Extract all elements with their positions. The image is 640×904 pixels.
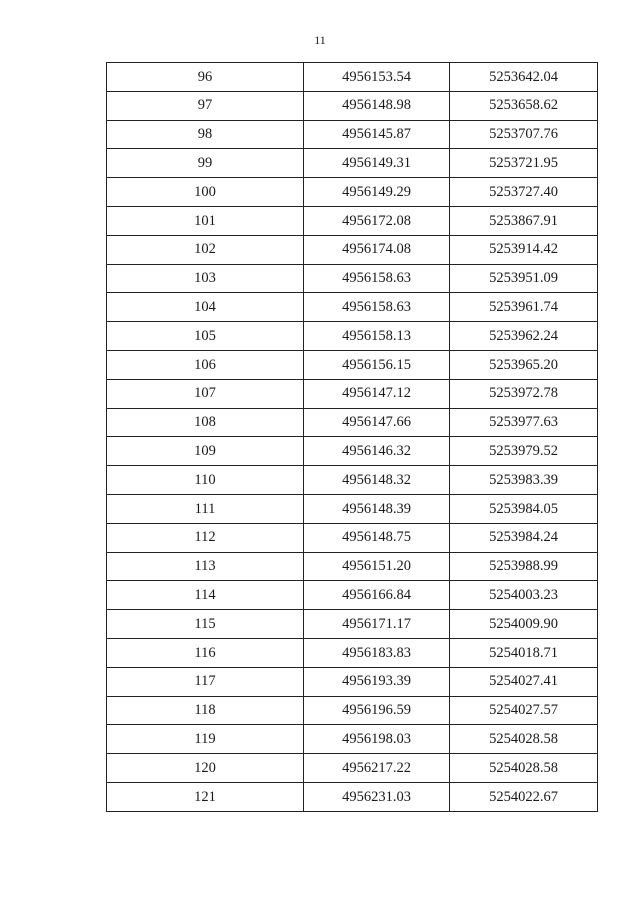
x-coordinate-cell: 4956148.75 [304, 523, 450, 552]
point-number-cell: 110 [107, 466, 304, 495]
x-coordinate-cell: 4956149.31 [304, 149, 450, 178]
table-row [107, 552, 598, 581]
point-number-cell: 102 [107, 235, 304, 264]
page-number: 11 [314, 33, 326, 47]
x-coordinate-cell: 4956149.29 [304, 178, 450, 207]
x-coordinate-cell: 4956171.17 [304, 610, 450, 639]
y-coordinate-cell: 5253658.62 [450, 91, 598, 120]
point-number-cell: 117 [107, 667, 304, 696]
y-coordinate-cell: 5253965.20 [450, 350, 598, 379]
point-number-cell: 115 [107, 610, 304, 639]
table-row [107, 63, 598, 92]
x-coordinate-cell: 4956158.63 [304, 264, 450, 293]
x-coordinate-cell: 4956147.66 [304, 408, 450, 437]
y-coordinate-cell: 5253962.24 [450, 322, 598, 351]
table-row [107, 408, 598, 437]
y-coordinate-cell: 5253867.91 [450, 206, 598, 235]
table-row [107, 638, 598, 667]
point-number-cell: 103 [107, 264, 304, 293]
y-coordinate-cell: 5253984.05 [450, 494, 598, 523]
y-coordinate-cell: 5254027.41 [450, 667, 598, 696]
x-coordinate-cell: 4956146.32 [304, 437, 450, 466]
y-coordinate-cell: 5254009.90 [450, 610, 598, 639]
table-row [107, 206, 598, 235]
y-coordinate-cell: 5254018.71 [450, 638, 598, 667]
y-coordinate-cell: 5254027.57 [450, 696, 598, 725]
y-coordinate-cell: 5253988.99 [450, 552, 598, 581]
y-coordinate-cell: 5254028.58 [450, 754, 598, 783]
table-row [107, 149, 598, 178]
y-coordinate-cell: 5253979.52 [450, 437, 598, 466]
point-number-cell: 112 [107, 523, 304, 552]
coordinates-table-body [107, 63, 598, 812]
point-number-cell: 119 [107, 725, 304, 754]
y-coordinate-cell: 5253972.78 [450, 379, 598, 408]
table-row [107, 293, 598, 322]
table-row [107, 754, 598, 783]
table-row [107, 91, 598, 120]
x-coordinate-cell: 4956156.15 [304, 350, 450, 379]
x-coordinate-cell: 4956153.54 [304, 63, 450, 92]
table-row [107, 782, 598, 811]
point-number-cell: 111 [107, 494, 304, 523]
table-row [107, 667, 598, 696]
point-number-cell: 108 [107, 408, 304, 437]
table-row [107, 264, 598, 293]
point-number-cell: 113 [107, 552, 304, 581]
table-row [107, 235, 598, 264]
x-coordinate-cell: 4956148.98 [304, 91, 450, 120]
point-number-cell: 96 [107, 63, 304, 92]
table-row [107, 494, 598, 523]
table-row [107, 322, 598, 351]
x-coordinate-cell: 4956158.13 [304, 322, 450, 351]
y-coordinate-cell: 5253914.42 [450, 235, 598, 264]
x-coordinate-cell: 4956196.59 [304, 696, 450, 725]
point-number-cell: 107 [107, 379, 304, 408]
point-number-cell: 121 [107, 782, 304, 811]
point-number-cell: 99 [107, 149, 304, 178]
table-row [107, 523, 598, 552]
x-coordinate-cell: 4956172.08 [304, 206, 450, 235]
coordinates-table [106, 62, 598, 812]
x-coordinate-cell: 4956147.12 [304, 379, 450, 408]
y-coordinate-cell: 5253951.09 [450, 264, 598, 293]
x-coordinate-cell: 4956183.83 [304, 638, 450, 667]
point-number-cell: 98 [107, 120, 304, 149]
point-number-cell: 104 [107, 293, 304, 322]
y-coordinate-cell: 5253642.04 [450, 63, 598, 92]
table-row [107, 696, 598, 725]
y-coordinate-cell: 5253961.74 [450, 293, 598, 322]
table-row [107, 610, 598, 639]
point-number-cell: 100 [107, 178, 304, 207]
x-coordinate-cell: 4956148.32 [304, 466, 450, 495]
y-coordinate-cell: 5253984.24 [450, 523, 598, 552]
table-row [107, 437, 598, 466]
y-coordinate-cell: 5253977.63 [450, 408, 598, 437]
x-coordinate-cell: 4956151.20 [304, 552, 450, 581]
table-row [107, 466, 598, 495]
table-row [107, 581, 598, 610]
x-coordinate-cell: 4956198.03 [304, 725, 450, 754]
x-coordinate-cell: 4956145.87 [304, 120, 450, 149]
y-coordinate-cell: 5254003.23 [450, 581, 598, 610]
point-number-cell: 116 [107, 638, 304, 667]
x-coordinate-cell: 4956148.39 [304, 494, 450, 523]
point-number-cell: 118 [107, 696, 304, 725]
y-coordinate-cell: 5254022.67 [450, 782, 598, 811]
x-coordinate-cell: 4956193.39 [304, 667, 450, 696]
x-coordinate-cell: 4956217.22 [304, 754, 450, 783]
x-coordinate-cell: 4956174.08 [304, 235, 450, 264]
point-number-cell: 109 [107, 437, 304, 466]
table-row [107, 350, 598, 379]
y-coordinate-cell: 5253727.40 [450, 178, 598, 207]
table-row [107, 178, 598, 207]
point-number-cell: 101 [107, 206, 304, 235]
point-number-cell: 120 [107, 754, 304, 783]
point-number-cell: 114 [107, 581, 304, 610]
table-row [107, 725, 598, 754]
table-row [107, 379, 598, 408]
point-number-cell: 97 [107, 91, 304, 120]
y-coordinate-cell: 5253983.39 [450, 466, 598, 495]
point-number-cell: 105 [107, 322, 304, 351]
table-row [107, 120, 598, 149]
y-coordinate-cell: 5254028.58 [450, 725, 598, 754]
point-number-cell: 106 [107, 350, 304, 379]
x-coordinate-cell: 4956231.03 [304, 782, 450, 811]
x-coordinate-cell: 4956158.63 [304, 293, 450, 322]
y-coordinate-cell: 5253707.76 [450, 120, 598, 149]
y-coordinate-cell: 5253721.95 [450, 149, 598, 178]
x-coordinate-cell: 4956166.84 [304, 581, 450, 610]
